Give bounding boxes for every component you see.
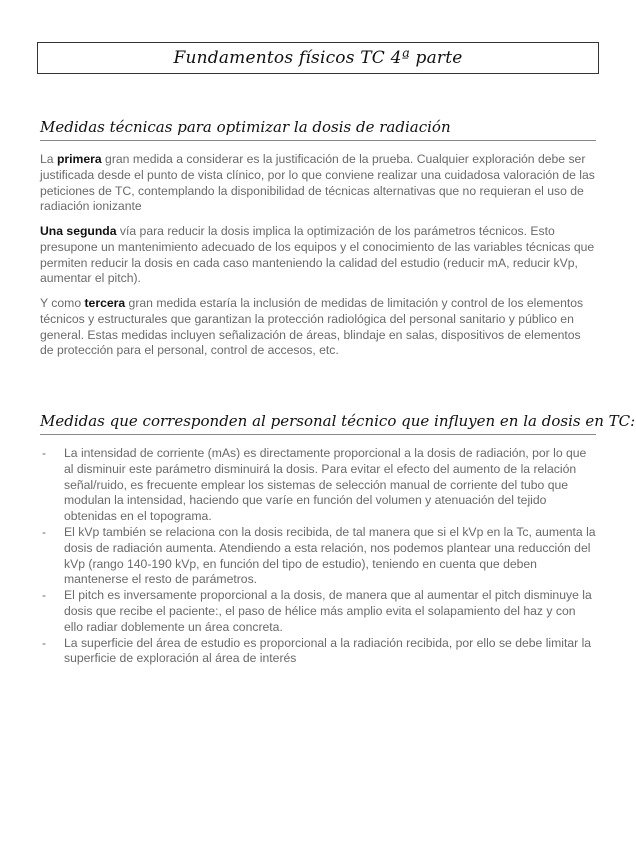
paragraph-first-measure — [40, 152, 596, 215]
page-title: Fundamentos físicos TC 4ª parte — [173, 48, 463, 68]
section-heading-staff-measures: Medidas que corresponden al personal técnico que influyen en la dosis en TC: — [40, 412, 596, 435]
bullet-dash: - — [42, 446, 47, 460]
p1-post: gran medida a considerar es la justificación de la prueba. Cualquier exploración debe ser justificada desde el punto de vista clínico, por lo que conviene realizar una cuidadosa valoración de las peticiones de TC, contemplando la disponibilidad de técnicas alternativas que no requieran el uso de radiación ionizante — [40, 152, 595, 214]
list-item — [40, 588, 596, 635]
paragraph-third-measure — [40, 296, 596, 359]
bullet-dash: - — [42, 588, 47, 603]
p2-post: vía para reducir la dosis implica la optimización de los parámetros técnicos. Esto presupone un mantenimiento adecuado de los equipos y el conocimiento de las variables técnicas que permiten reducir la dosis en cada caso manteniendo la calidad del estudio (reducir mA, reducir kVp, aumentar el pitch). — [40, 224, 595, 286]
list-item-text: El pitch es inversamente proporcional a la dosis, de manera que al aumentar el pitch disminuye la dosis que recibe el paciente:, el paso de hélice más amplio evita el solapamiento del haz y con ello radiar doblemente un área concreta. — [64, 588, 592, 634]
list-item-text: La intensidad de corriente (mAs) es directamente proporcional a la dosis de radiación, por lo que al disminuir este parámetro disminuirá la dosis. Para evitar el efecto del aumento de la relación señal/ruido, es frecuente emplear los sistemas de selección manual de corriente del tubo que modulan la intensidad, haciendo que varíe en función del volumen y atenuación del tejido obtenidas en el topograma. — [64, 446, 587, 524]
p1-bold: primera — [56, 152, 102, 166]
list-item-text: El kVp también se relaciona con la dosis recibida, de tal manera que si el kVp en la Tc, aumenta la dosis de radiación aumenta. Atendiendo a esta relación, nos podemos plantear una reducción del kVp (rango 140-190 kVp, en función del tipo de estudio), teniendo en cuenta que deben mantenerse el resto de parámetros. — [64, 524, 596, 587]
p3-pre: Y como — [40, 296, 85, 310]
section-heading-technical-measures: Medidas técnicas para optimizar la dosis de radiación — [40, 118, 596, 141]
bullet-dash: - — [42, 635, 47, 650]
list-item — [40, 636, 596, 668]
title-box — [37, 42, 599, 74]
list-item — [40, 446, 596, 525]
bullet-dash: - — [42, 524, 47, 539]
paragraph-second-measure — [40, 224, 596, 287]
p2-bold: Una segunda — [40, 224, 117, 238]
p1-pre: La — [40, 152, 57, 166]
p3-bold: tercera — [84, 296, 126, 310]
p3-post: gran medida estaría la inclusión de medidas de limitación y control de los elementos técnicos y estructurales que garantizan la protección radiológica del personal sanitario y público en general. Estas medidas incluyen señalización de áreas, blindaje en salas, dispositivos de elementos de protección para el personal, control de accesos, etc. — [40, 296, 584, 358]
list-item — [40, 525, 596, 588]
staff-measures-list — [40, 446, 596, 667]
list-item-text: La superficie del área de estudio es proporcional a la radiación recibida, por ello se debe limitar la superficie de exploración al área de interés — [64, 635, 592, 666]
